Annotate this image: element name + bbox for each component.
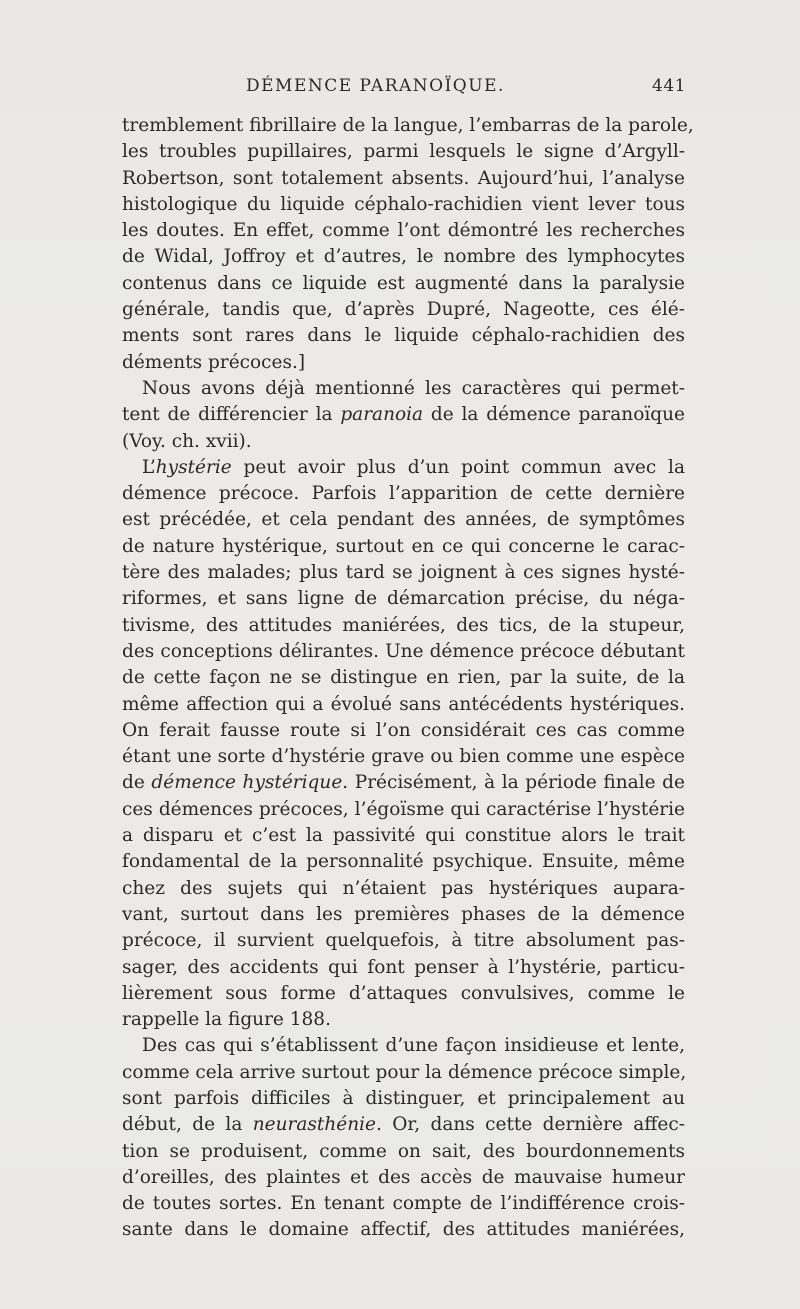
text-line: Nous avons déjà mentionné les caractères qui permet- [142,377,685,399]
text-segment: . Précisément, à la période finale de [342,772,685,794]
italic-term: paranoia [340,404,424,426]
italic-term: neurasthénie [252,1114,376,1136]
body-text [122,113,694,1244]
text-line: Des cas qui s’établissent d’une façon insidieuse et lente, [142,1035,685,1057]
text-line: chez des sujets qui n’étaient pas hystériques aupara- [122,877,685,899]
text-line: tère des malades; plus tard se joignent à ces signes hysté- [122,562,685,584]
italic-term: démence hystérique [151,772,343,794]
text-line: des conceptions délirantes. Une démence précoce débutant [122,640,685,662]
text-line: contenus dans ce liquide est augmenté dans la paralysie [122,272,685,294]
text-line: lièrement sous forme d’attaques convulsives, comme le [122,982,685,1004]
text-segment: début, de la [122,1114,243,1136]
text-line: de Widal, Joffroy et d’autres, le nombre des lymphocytes [122,246,685,268]
text-line: même affection qui a évolué sans antécédents hystériques. [122,693,685,715]
text-line: vant, surtout dans les premières phases de la démence [122,903,685,925]
text-line: (Voy. ch. xvii). [122,430,252,452]
text-line: de cette façon ne se distingue en rien, par la suite, de la [122,667,685,689]
text-segment: de [122,772,145,794]
text-line: démence précoce. Parfois l’apparition de cette dernière [122,483,685,505]
text-line: a disparu et c’est la passivité qui constitue alors le trait [122,825,685,847]
text-line: comme cela arrive surtout pour la démence précoce simple, [122,1061,687,1083]
text-segment: . Or, dans cette dernière affec- [376,1114,685,1136]
text-segment: L’ [142,456,156,478]
text-line [122,1112,685,1138]
text-line: de nature hystérique, surtout en ce qui concerne le carac- [122,535,685,557]
text-line: les doutes. En effet, comme l’ont démontré les recherches [122,220,685,242]
text-line: riformes, et sans ligne de démarcation précise, du néga- [122,588,685,610]
text-line [122,402,685,428]
running-title: DÉMENCE PARANOÏQUE. [246,76,505,96]
text-line: générale, tandis que, d’après Dupré, Nageotte, ces élé- [122,299,685,321]
text-line: les troubles pupillaires, parmi lesquels le signe d’Argyll- [122,141,685,163]
text-line: ments sont rares dans le liquide céphalo-rachidien des [122,325,685,347]
text-line: tremblement fibrillaire de la langue, l’embarras de la parole, [122,115,694,136]
text-line: ces démences précoces, l’égoïsme qui caractérise l’hystérie [122,798,685,820]
text-line [122,770,685,796]
text-line [122,455,685,481]
page-number: 441 [652,76,686,96]
text-line: étant une sorte d’hystérie grave ou bien comme une espèce [122,746,685,768]
text-line: de toutes sortes. En tenant compte de l’indifférence crois- [122,1193,685,1215]
text-line: tion se produisent, comme on sait, des bourdonnements [122,1140,685,1162]
text-line: d’oreilles, des plaintes et des accès de mauvaise humeur [122,1166,685,1188]
text-line: rappelle la figure 188. [122,1009,331,1031]
text-line: Robertson, sont totalement absents. Aujourd’hui, l’analyse [122,167,685,189]
text-line: fondamental de la personnalité psychique. Ensuite, même [122,851,685,873]
text-line: tivisme, des attitudes maniérées, des tics, de la stupeur, [122,614,685,636]
text-segment: tent de différencier la [122,404,333,426]
text-line: sager, des accidents qui font penser à l’hystérie, particu- [122,956,685,978]
text-line: déments précoces.] [122,351,306,373]
text-segment: de la démence paranoïque [430,404,685,426]
text-line: est précédée, et cela pendant des années, de symptômes [122,509,685,531]
text-line: sante dans le domaine affectif, des attitudes maniérées, [122,1219,685,1241]
text-line: On ferait fausse route si l’on considérait ces cas comme [122,719,685,741]
text-segment: peut avoir plus d’un point commun avec la [243,456,685,478]
page-header [246,76,686,100]
text-line: histologique du liquide céphalo-rachidien vient lever tous [122,193,685,215]
text-line: sont parfois difficiles à distinguer, et principalement au [122,1087,685,1109]
text-line: précoce, il survient quelquefois, à titre absolument pas- [122,930,685,952]
italic-term: hystérie [155,456,232,478]
